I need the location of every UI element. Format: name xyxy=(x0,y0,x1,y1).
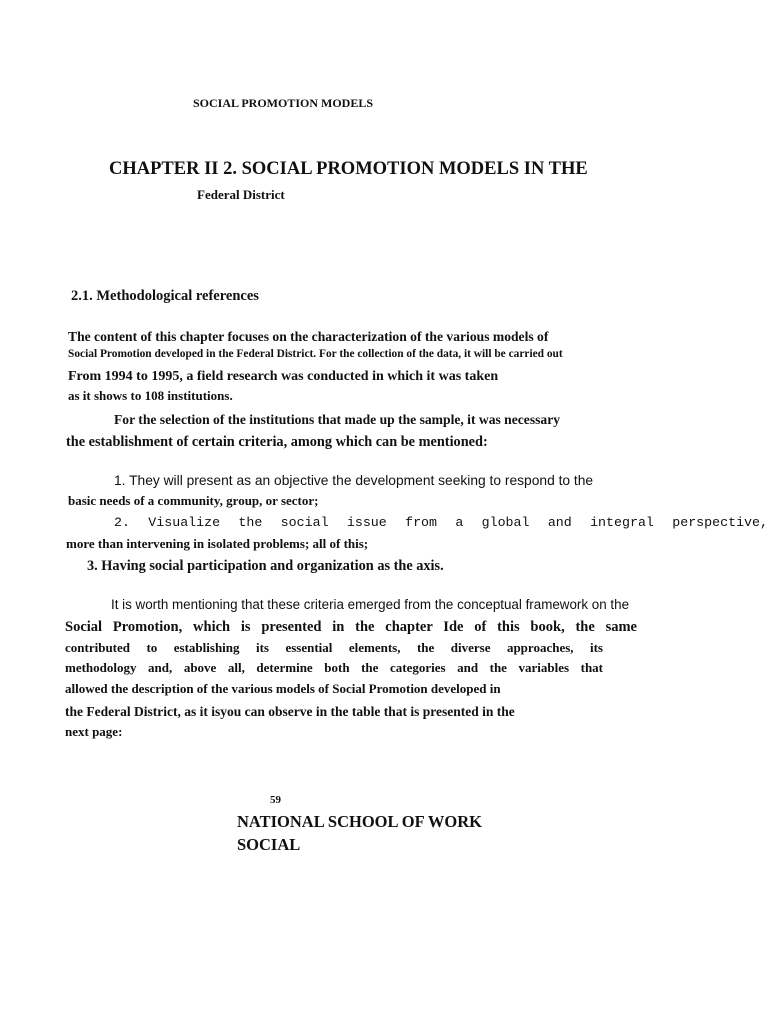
paragraph-line: Social Promotion developed in the Federal District. For the collection of the data, it will be carried out xyxy=(68,348,563,360)
criteria-item: 2. Visualize the social issue from a global and integral perspective, xyxy=(114,515,768,530)
paragraph-line: the establishment of certain criteria, among which can be mentioned: xyxy=(66,434,488,450)
institution-name: NATIONAL SCHOOL OF WORK xyxy=(237,812,482,831)
paragraph-line: the Federal District, as it isyou can observe in the table that is presented in the xyxy=(65,704,515,719)
criteria-item: 1. They will present as an objective the development seeking to respond to the xyxy=(114,473,594,488)
paragraph-line: From 1994 to 1995, a field research was conducted in which it was taken xyxy=(68,369,499,384)
paragraph-line: allowed the description of the various models of Social Promotion developed in xyxy=(65,681,501,696)
paragraph-line: methodology and, above all, determine both the categories and the variables that xyxy=(65,660,603,675)
section-heading: 2.1. Methodological references xyxy=(71,288,259,304)
chapter-title: CHAPTER II 2. SOCIAL PROMOTION MODELS IN THE xyxy=(109,159,588,179)
paragraph-line: next page: xyxy=(65,724,123,739)
criteria-item: basic needs of a community, group, or sector; xyxy=(68,493,319,508)
paragraph-line: as it shows to 108 institutions. xyxy=(68,388,233,403)
criteria-item: 3. Having social participation and organization as the axis. xyxy=(87,558,444,574)
criteria-item: more than intervening in isolated problems; all of this; xyxy=(66,536,369,551)
running-title: SOCIAL PROMOTION MODELS xyxy=(193,96,374,110)
institution-name: SOCIAL xyxy=(237,835,301,854)
paragraph-line: The content of this chapter focuses on the characterization of the various models of xyxy=(68,329,549,344)
page-number: 59 xyxy=(270,794,281,806)
paragraph-line: It is worth mentioning that these criteria emerged from the conceptual framework on the xyxy=(111,597,630,612)
paragraph-line: Social Promotion, which is presented in the chapter Ide of this book, the same xyxy=(65,619,637,635)
chapter-subtitle: Federal District xyxy=(197,187,285,202)
paragraph-line: contributed to establishing its essential elements, the diverse approaches, its xyxy=(65,640,603,655)
paragraph-line: For the selection of the institutions that made up the sample, it was necessary xyxy=(114,412,561,427)
